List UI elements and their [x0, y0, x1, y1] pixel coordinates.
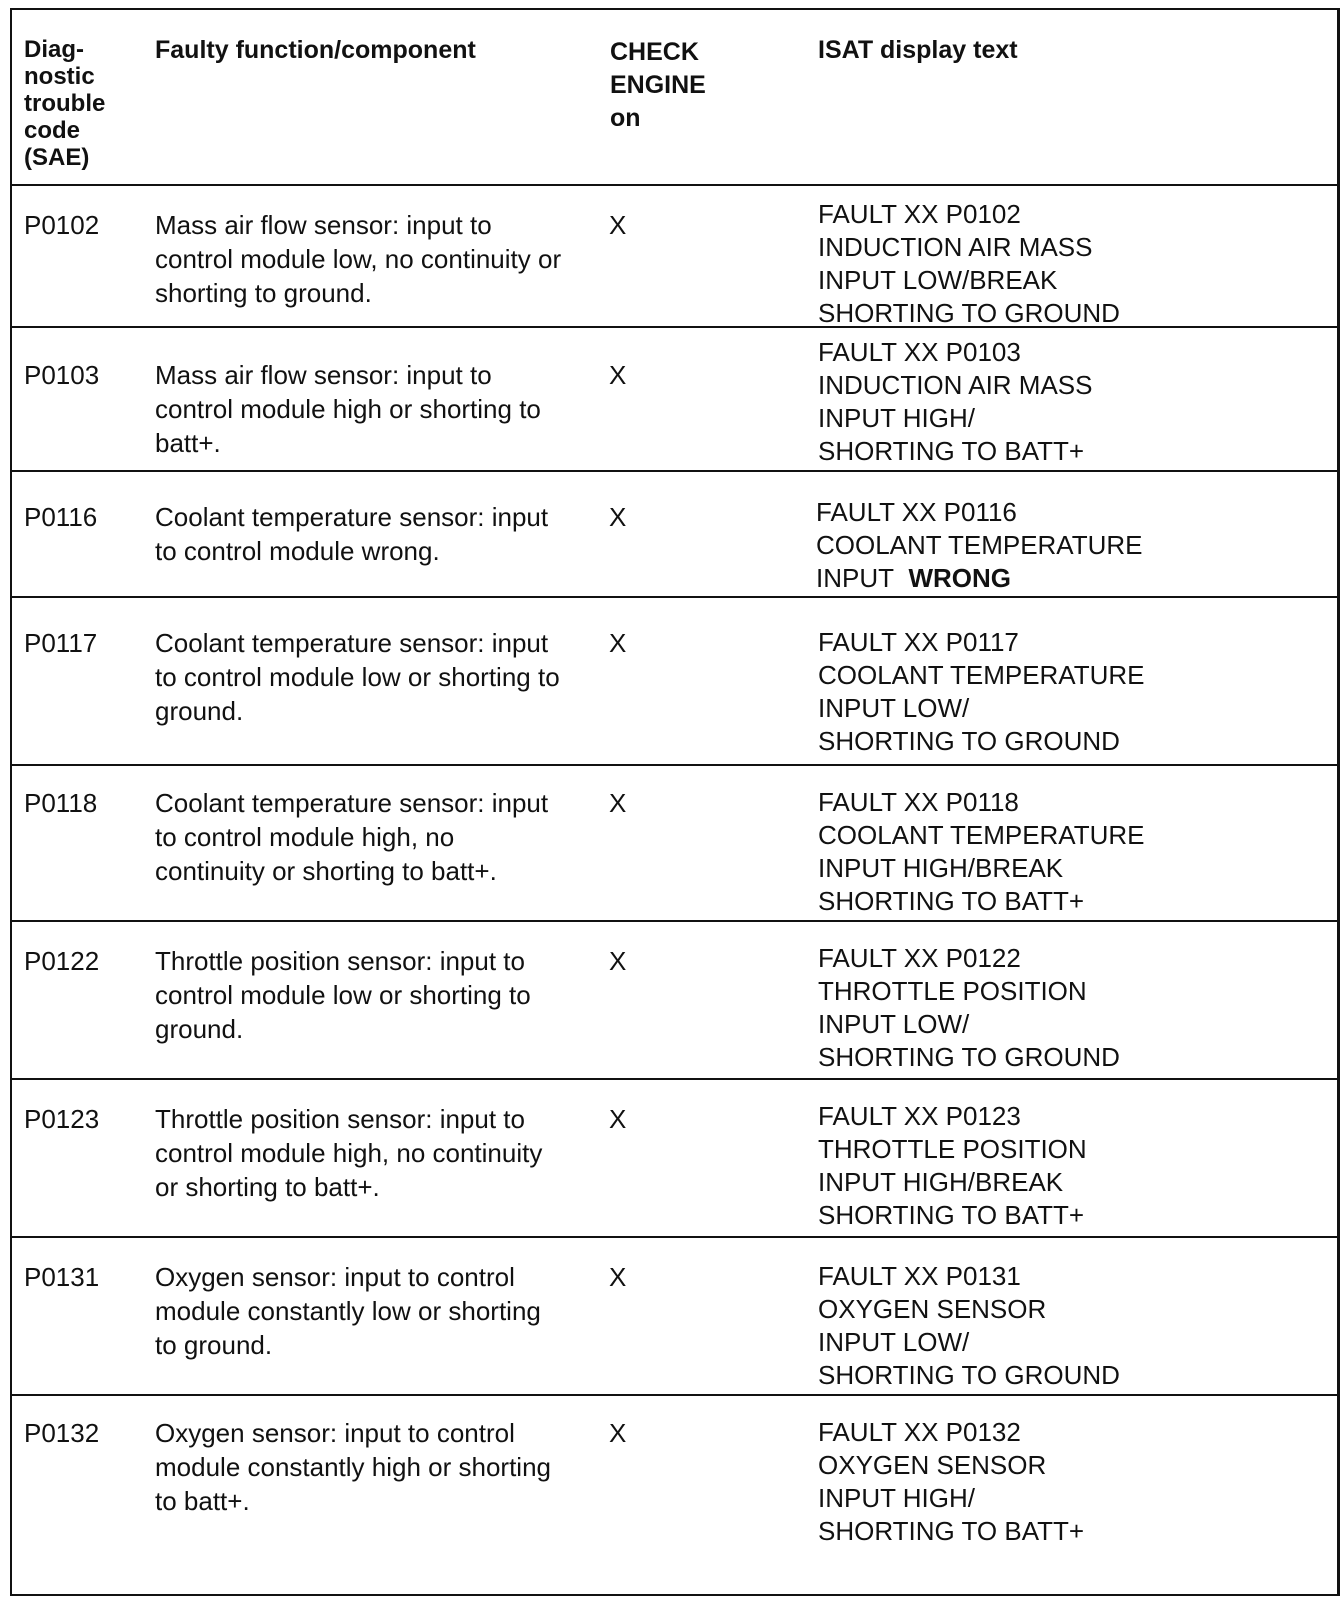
row-check: X — [609, 946, 627, 976]
header-check-line: on — [610, 104, 641, 132]
row-check: X — [609, 788, 627, 818]
row-check: X — [609, 628, 627, 658]
row-isat — [818, 942, 1328, 1074]
isat-line: INPUT HIGH/BREAK — [818, 1167, 1064, 1197]
row-isat — [818, 786, 1328, 918]
isat-line: OXYGEN SENSOR — [818, 1294, 1047, 1324]
row-function — [155, 786, 605, 888]
row-code: P0117 — [24, 628, 98, 658]
row-check: X — [609, 502, 627, 532]
row-isat — [818, 1100, 1328, 1232]
function-line: Oxygen sensor: input to control — [155, 1418, 515, 1448]
function-line: continuity or shorting to batt+. — [155, 856, 497, 886]
table-header-row — [12, 10, 1337, 186]
isat-line-last — [816, 562, 1326, 595]
function-line: to control module low or shorting to — [155, 662, 560, 692]
function-line: to ground. — [155, 1330, 273, 1360]
function-line: Coolant temperature sensor: input — [155, 628, 549, 658]
isat-line: THROTTLE POSITION — [818, 976, 1087, 1006]
row-isat — [818, 336, 1328, 468]
isat-line: SHORTING TO GROUND — [818, 726, 1120, 756]
header-isat: ISAT display text — [818, 36, 1018, 64]
header-function: Faulty function/component — [155, 36, 476, 64]
isat-line: INPUT LOW/ — [818, 1327, 970, 1357]
row-isat — [818, 1416, 1328, 1548]
function-line: control module high, no continuity — [155, 1138, 543, 1168]
row-code: P0132 — [24, 1418, 100, 1448]
header-code-line: nostic — [24, 63, 95, 90]
header-code-line: trouble — [24, 90, 106, 117]
row-check: X — [609, 210, 627, 240]
function-line: to control module high, no — [155, 822, 455, 852]
function-line: control module high or shorting to — [155, 394, 541, 424]
table-row — [12, 472, 1337, 598]
table-row — [12, 328, 1337, 472]
isat-line: INDUCTION AIR MASS — [818, 370, 1093, 400]
row-isat — [818, 198, 1328, 330]
isat-line: THROTTLE POSITION — [818, 1134, 1087, 1164]
fault-code-table — [10, 8, 1340, 1596]
isat-line: SHORTING TO BATT+ — [818, 886, 1085, 916]
row-isat — [818, 1260, 1328, 1392]
function-line: Coolant temperature sensor: input — [155, 502, 549, 532]
isat-line: SHORTING TO BATT+ — [818, 1200, 1085, 1230]
row-code: P0103 — [24, 360, 100, 390]
row-code: P0116 — [24, 502, 98, 532]
isat-line: INPUT HIGH/BREAK — [818, 853, 1064, 883]
table-row — [12, 598, 1337, 766]
table-row — [12, 186, 1337, 328]
function-line: Oxygen sensor: input to control — [155, 1262, 515, 1292]
isat-line: SHORTING TO BATT+ — [818, 436, 1085, 466]
row-isat — [818, 626, 1328, 758]
isat-line: COOLANT TEMPERATURE — [818, 660, 1145, 690]
isat-line: FAULT XX P0116 — [816, 497, 1017, 527]
row-function — [155, 1416, 605, 1518]
function-line: Mass air flow sensor: input to — [155, 360, 492, 390]
isat-line: INPUT LOW/BREAK — [818, 265, 1058, 295]
function-line: to batt+. — [155, 1486, 250, 1516]
function-line: Mass air flow sensor: input to — [155, 210, 492, 240]
function-line: module constantly high or shorting — [155, 1452, 552, 1482]
isat-line: FAULT XX P0123 — [818, 1101, 1021, 1131]
row-function — [155, 626, 605, 728]
isat-line: FAULT XX P0131 — [818, 1261, 1021, 1291]
row-code: P0123 — [24, 1104, 100, 1134]
header-check-line: CHECK — [610, 38, 699, 66]
header-code-line: (SAE) — [24, 144, 90, 171]
function-line: or shorting to batt+. — [155, 1172, 380, 1202]
function-line: control module low, no continuity or — [155, 244, 562, 274]
table-row — [12, 1238, 1337, 1396]
row-code: P0122 — [24, 946, 100, 976]
row-isat — [816, 496, 1326, 595]
row-check: X — [609, 1104, 627, 1134]
header-code — [24, 36, 144, 171]
row-check: X — [609, 1262, 627, 1292]
row-function — [155, 358, 605, 460]
isat-line: FAULT XX P0102 — [818, 199, 1021, 229]
table-row — [12, 1396, 1337, 1594]
isat-line: FAULT XX P0118 — [818, 787, 1019, 817]
isat-line: FAULT XX P0122 — [818, 943, 1021, 973]
function-line: to control module wrong. — [155, 536, 440, 566]
isat-line: FAULT XX P0103 — [818, 337, 1021, 367]
function-line: control module low or shorting to — [155, 980, 531, 1010]
function-line: module constantly low or shorting — [155, 1296, 541, 1326]
isat-line: SHORTING TO GROUND — [818, 1042, 1120, 1072]
row-code: P0131 — [24, 1262, 100, 1292]
isat-line: OXYGEN SENSOR — [818, 1450, 1047, 1480]
isat-line: FAULT XX P0132 — [818, 1417, 1021, 1447]
header-check-engine — [610, 36, 790, 135]
function-line: Throttle position sensor: input to — [155, 946, 525, 976]
row-function — [155, 208, 605, 310]
header-check-line: ENGINE — [610, 71, 706, 99]
function-line: Coolant temperature sensor: input — [155, 788, 549, 818]
isat-line: SHORTING TO GROUND — [818, 298, 1120, 328]
function-line: shorting to ground. — [155, 278, 372, 308]
isat-line: COOLANT TEMPERATURE — [818, 820, 1145, 850]
row-check: X — [609, 360, 627, 390]
isat-line: INPUT LOW/ — [818, 693, 970, 723]
header-code-line: code — [24, 117, 81, 144]
table-row — [12, 1080, 1337, 1238]
isat-wrong-text: WRONG — [908, 563, 1011, 593]
row-code: P0102 — [24, 210, 100, 240]
row-check: X — [609, 1418, 627, 1448]
isat-line: INPUT HIGH/ — [818, 1483, 975, 1513]
isat-line: INDUCTION AIR MASS — [818, 232, 1093, 262]
row-function — [155, 1102, 605, 1204]
isat-line: COOLANT TEMPERATURE — [816, 530, 1143, 560]
isat-line: INPUT HIGH/ — [818, 403, 975, 433]
isat-line: SHORTING TO GROUND — [818, 1360, 1120, 1390]
function-line: ground. — [155, 696, 244, 726]
function-line: batt+. — [155, 428, 221, 458]
row-function — [155, 500, 605, 568]
table-row — [12, 922, 1337, 1080]
row-function — [155, 944, 605, 1046]
row-code: P0118 — [24, 788, 98, 818]
header-code-line: Diag- — [24, 36, 84, 63]
function-line: Throttle position sensor: input to — [155, 1104, 525, 1134]
row-function — [155, 1260, 605, 1362]
isat-input-prefix: INPUT — [816, 563, 894, 593]
isat-line: INPUT LOW/ — [818, 1009, 970, 1039]
table-row — [12, 766, 1337, 922]
isat-line: FAULT XX P0117 — [818, 627, 1019, 657]
function-line: ground. — [155, 1014, 244, 1044]
isat-line: SHORTING TO BATT+ — [818, 1516, 1085, 1546]
